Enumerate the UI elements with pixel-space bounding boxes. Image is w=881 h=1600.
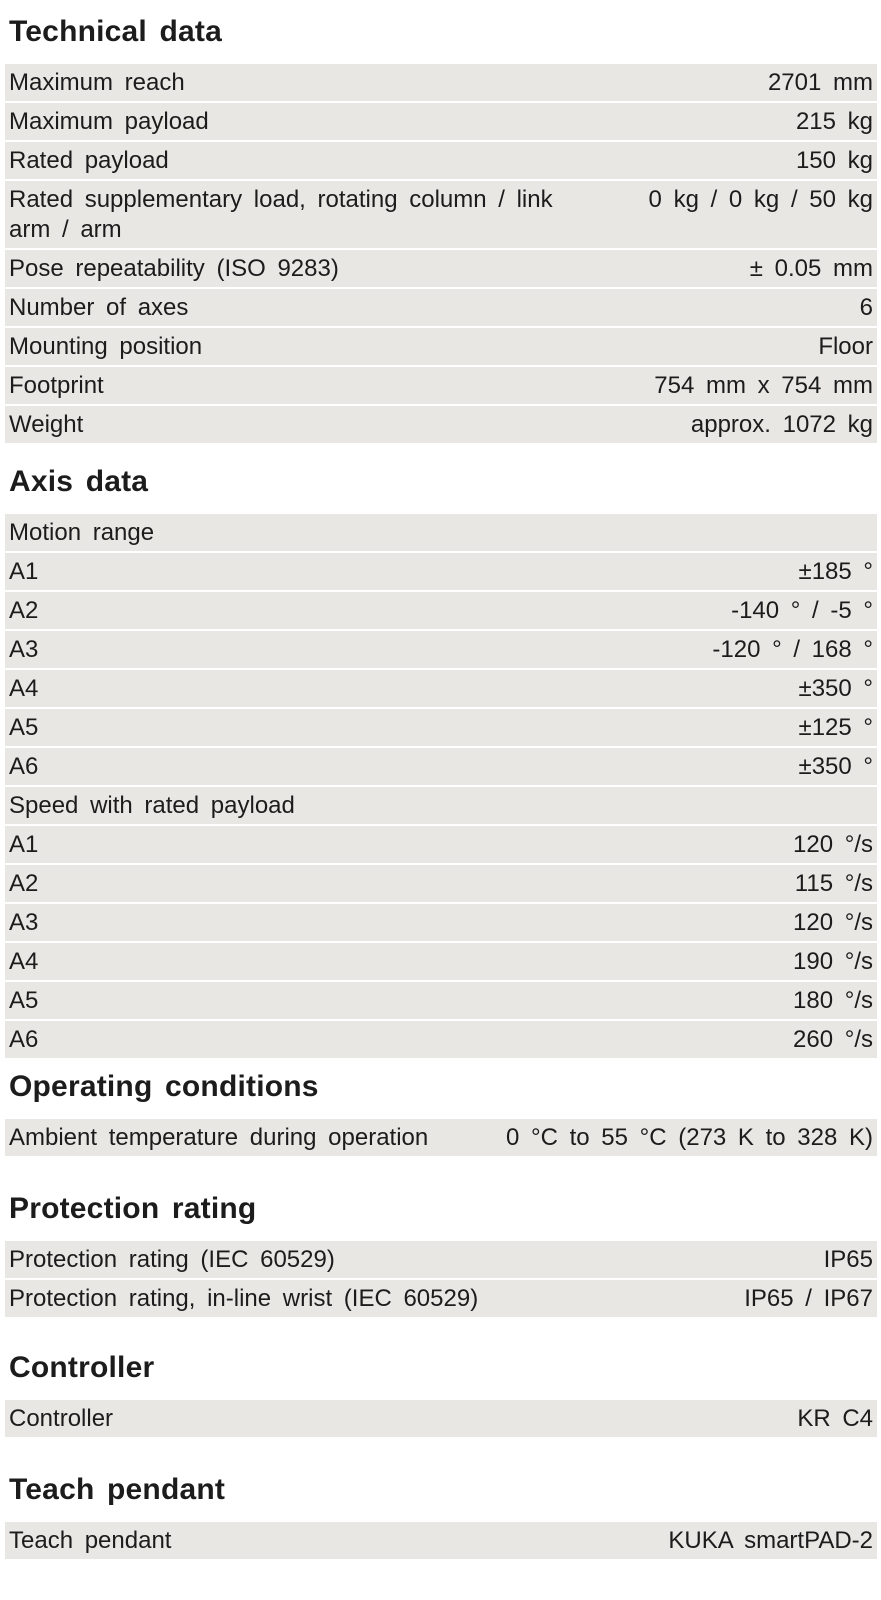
table-row [5, 250, 877, 289]
row-value: approx. 1072 kg [690, 411, 873, 438]
row-value: IP65 [823, 1246, 873, 1273]
row-value: 0 kg / 0 kg / 50 kg [648, 186, 873, 213]
row-value: 260 °/s [793, 1026, 873, 1053]
table-row [5, 904, 877, 943]
section-title: Technical data [9, 15, 222, 48]
table-row [5, 631, 877, 670]
row-value: 6 [859, 294, 873, 321]
row-label: A6 [9, 1026, 39, 1053]
section-title: Axis data [9, 465, 149, 498]
table-row [5, 865, 877, 904]
section-title: Controller [9, 1351, 155, 1384]
row-label: Teach pendant [9, 1527, 172, 1554]
table-row [5, 103, 877, 142]
table-row [5, 367, 877, 406]
section-axis-data [5, 464, 877, 1058]
section-operating-conditions [5, 1069, 877, 1156]
row-value: 180 °/s [793, 987, 873, 1014]
table-row [5, 406, 877, 443]
row-label: A2 [9, 597, 39, 624]
row-value: KR C4 [797, 1405, 873, 1432]
row-value: KUKA smartPAD-2 [668, 1527, 873, 1554]
row-value: -140 ° / -5 ° [731, 597, 873, 624]
table-row [5, 328, 877, 367]
row-label: A1 [9, 831, 39, 858]
row-value: 115 °/s [794, 870, 873, 897]
table-row [5, 709, 877, 748]
row-label: Motion range [9, 519, 155, 546]
row-label: Footprint [9, 372, 104, 399]
table-row [5, 982, 877, 1021]
table-row [5, 142, 877, 181]
row-label: A3 [9, 636, 39, 663]
row-value: 0 °C to 55 °C (273 K to 328 K) [505, 1124, 873, 1151]
row-label: A2 [9, 870, 39, 897]
section-protection-rating [5, 1191, 877, 1317]
row-label: Controller [9, 1405, 114, 1432]
table-subheader [5, 514, 877, 553]
row-value: Floor [818, 333, 873, 360]
row-value: IP65 / IP67 [744, 1285, 873, 1312]
row-label: Maximum reach [9, 69, 185, 96]
row-label: Protection rating, in-line wrist (IEC 60529) [9, 1285, 479, 1312]
row-label: A3 [9, 909, 39, 936]
table-row [5, 1241, 877, 1280]
row-label: A5 [9, 987, 39, 1014]
row-label: Mounting position [9, 333, 203, 360]
row-value: 754 mm x 754 mm [654, 372, 873, 399]
table-row [5, 670, 877, 709]
table-row [5, 289, 877, 328]
table-row [5, 1400, 877, 1437]
row-value: 2701 mm [767, 69, 873, 96]
row-value: 120 °/s [793, 909, 873, 936]
table-subheader [5, 787, 877, 826]
row-label: Speed with rated payload [9, 792, 295, 819]
row-label: Number of axes [9, 294, 189, 321]
table-row [5, 748, 877, 787]
row-value: 190 °/s [793, 948, 873, 975]
row-value: ±125 ° [798, 714, 873, 741]
row-label: A1 [9, 558, 39, 585]
spec-table [5, 1241, 877, 1317]
row-label: Maximum payload [9, 108, 209, 135]
spec-table [5, 514, 877, 1058]
table-row [5, 553, 877, 592]
table-row [5, 943, 877, 982]
spec-table [5, 1522, 877, 1559]
table-row [5, 1522, 877, 1559]
table-row [5, 1119, 877, 1156]
section-title: Teach pendant [9, 1473, 226, 1506]
row-value: ±185 ° [798, 558, 873, 585]
section-title: Protection rating [9, 1192, 257, 1225]
section-technical-data [5, 14, 877, 443]
row-label: A4 [9, 675, 39, 702]
row-label: A6 [9, 753, 39, 780]
row-label: Ambient temperature during operation [9, 1124, 429, 1151]
row-value: 215 kg [795, 108, 873, 135]
table-row [5, 592, 877, 631]
row-label: A4 [9, 948, 39, 975]
spec-table [5, 64, 877, 443]
table-row [5, 1021, 877, 1058]
table-row [5, 64, 877, 103]
section-teach-pendant [5, 1472, 877, 1559]
row-label: Rated payload [9, 147, 169, 174]
row-value: 150 kg [795, 147, 873, 174]
row-label: Rated supplementary load, rotating column / link arm / arm [9, 186, 553, 243]
row-value: ±350 ° [798, 753, 873, 780]
row-label: Weight [9, 411, 84, 438]
row-label: A5 [9, 714, 39, 741]
row-value: -120 ° / 168 ° [712, 636, 873, 663]
row-label: Pose repeatability (ISO 9283) [9, 255, 339, 282]
row-value: ± 0.05 mm [749, 255, 873, 282]
section-title: Operating conditions [9, 1070, 319, 1103]
spec-table [5, 1400, 877, 1437]
row-value: ±350 ° [798, 675, 873, 702]
spec-table [5, 1119, 877, 1156]
row-value: 120 °/s [793, 831, 873, 858]
table-row [5, 826, 877, 865]
row-label: Protection rating (IEC 60529) [9, 1246, 335, 1273]
section-controller [5, 1350, 877, 1437]
table-row [5, 1280, 877, 1317]
table-row [5, 181, 877, 250]
